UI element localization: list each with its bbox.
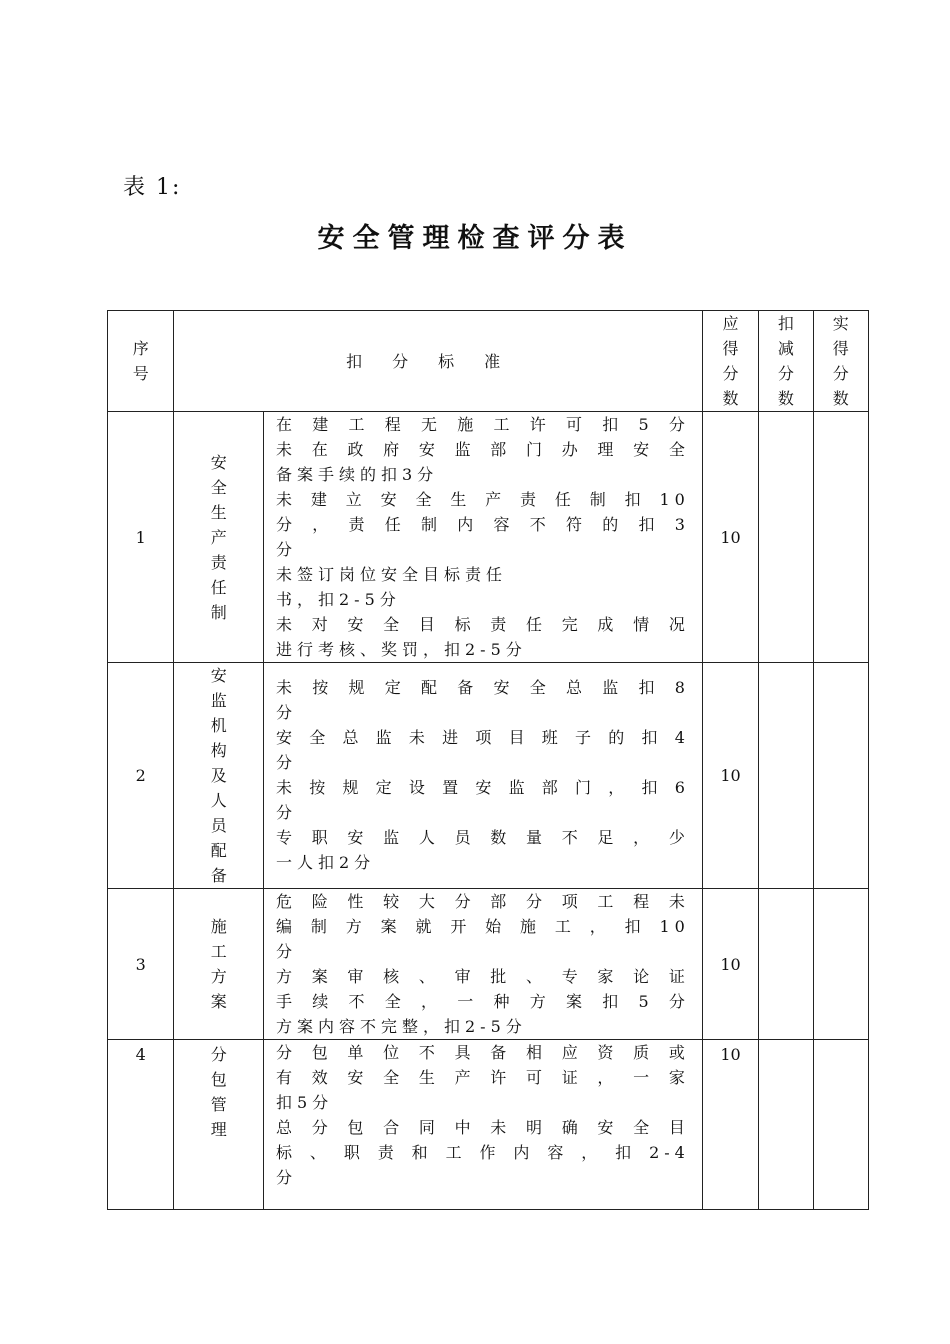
criteria-line: 未在政府安监部门办理安全 bbox=[276, 440, 690, 459]
criteria-line: 编制方案就开始施工，扣10 bbox=[276, 917, 690, 936]
row-item: 分包管理 bbox=[174, 1040, 264, 1210]
header-row bbox=[108, 311, 869, 412]
criteria-line: 进行考核、奖罚，扣2-5分 bbox=[276, 640, 527, 659]
row-item: 安全生产责任制 bbox=[174, 412, 264, 663]
criteria-line: 备案手续的扣3分 bbox=[276, 465, 439, 484]
row-deducted[interactable] bbox=[759, 663, 813, 889]
row-criteria bbox=[264, 1040, 703, 1210]
criteria-line: 标、职责和工作内容，扣2-4 bbox=[276, 1143, 690, 1162]
criteria-line: 分 bbox=[276, 703, 298, 722]
header-deducted: 扣减分数 bbox=[759, 311, 813, 412]
criteria-line: 方案内容不完整，扣2-5分 bbox=[276, 1017, 527, 1036]
criteria-line: 分 bbox=[276, 753, 298, 772]
criteria-line: 在建工程无施工许可扣5分 bbox=[276, 415, 690, 434]
criteria-line: 未对安全目标责任完成情况 bbox=[276, 615, 690, 634]
criteria-line: 手续不全，一种方案扣5分 bbox=[276, 992, 690, 1011]
row-item: 安监机构及人员配备 bbox=[174, 663, 264, 889]
row-criteria bbox=[264, 412, 703, 663]
table-row bbox=[108, 1040, 869, 1210]
criteria-line: 扣5分 bbox=[276, 1093, 334, 1112]
header-criteria: 扣分标准 bbox=[174, 311, 702, 412]
criteria-line: 安全总监未进项目班子的扣4 bbox=[276, 728, 690, 747]
criteria-line: 有效安全生产许可证，一家 bbox=[276, 1068, 690, 1087]
row-criteria bbox=[264, 663, 703, 889]
safety-score-table bbox=[107, 310, 869, 1210]
table-label: 表 1: bbox=[123, 175, 182, 200]
criteria-line: 书，扣2-5分 bbox=[276, 590, 401, 609]
row-actual[interactable] bbox=[813, 1040, 868, 1210]
row-criteria bbox=[264, 889, 703, 1040]
row-points: 10 bbox=[702, 889, 758, 1040]
row-points: 10 bbox=[702, 663, 758, 889]
header-points: 应得分数 bbox=[702, 311, 758, 412]
table-row bbox=[108, 889, 869, 1040]
row-deducted[interactable] bbox=[759, 1040, 813, 1210]
row-actual[interactable] bbox=[813, 663, 868, 889]
criteria-line: 总分包合同中未明确安全目 bbox=[276, 1118, 690, 1137]
criteria-line: 分 bbox=[276, 540, 298, 559]
row-actual[interactable] bbox=[813, 412, 868, 663]
table-row bbox=[108, 412, 869, 663]
table-row bbox=[108, 663, 869, 889]
row-points: 10 bbox=[702, 412, 758, 663]
criteria-line: 分 bbox=[276, 942, 298, 961]
criteria-line: 分，责任制内容不符的扣3 bbox=[276, 515, 690, 534]
criteria-line: 分 bbox=[276, 1168, 298, 1187]
row-actual[interactable] bbox=[813, 889, 868, 1040]
criteria-line: 专职安监人员数量不足，少 bbox=[276, 828, 690, 847]
criteria-line: 未签订岗位安全目标责任 bbox=[276, 565, 508, 584]
criteria-line: 未建立安全生产责任制扣10 bbox=[276, 490, 690, 509]
criteria-line: 危险性较大分部分项工程未 bbox=[276, 892, 690, 911]
criteria-line: 未按规定配备安全总监扣8 bbox=[276, 678, 690, 697]
row-deducted[interactable] bbox=[759, 889, 813, 1040]
criteria-line: 分包单位不具备相应资质或 bbox=[276, 1043, 690, 1062]
document-title: 安全管理检查评分表 bbox=[317, 223, 633, 254]
row-deducted[interactable] bbox=[759, 412, 813, 663]
header-actual: 实得分数 bbox=[813, 311, 868, 412]
row-points: 10 bbox=[702, 1040, 758, 1210]
row-number: 2 bbox=[108, 663, 174, 889]
row-number: 3 bbox=[108, 889, 174, 1040]
row-item: 施工方案 bbox=[174, 889, 264, 1040]
criteria-line: 未按规定设置安监部门，扣6 bbox=[276, 778, 690, 797]
criteria-line: 方案审核、审批、专家论证 bbox=[276, 967, 690, 986]
row-number: 4 bbox=[108, 1040, 174, 1210]
row-number: 1 bbox=[108, 412, 174, 663]
criteria-line: 分 bbox=[276, 803, 298, 822]
criteria-line: 一人扣2分 bbox=[276, 853, 376, 872]
header-no: 序号 bbox=[108, 311, 174, 412]
